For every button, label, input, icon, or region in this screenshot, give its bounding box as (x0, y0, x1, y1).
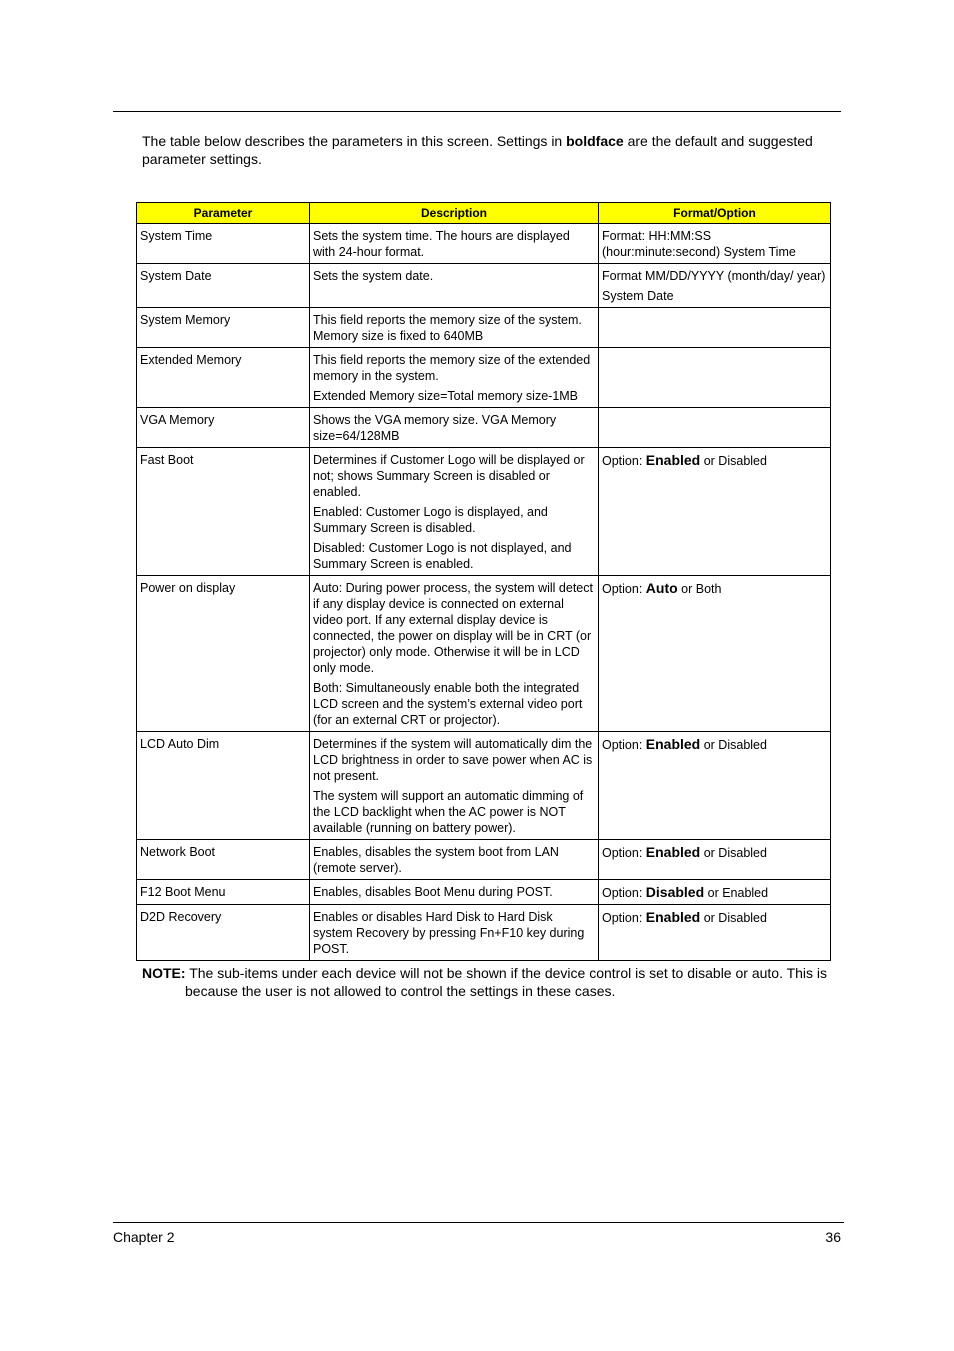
note-paragraph (142, 964, 842, 1000)
description-paragraph: This field reports the memory size of the extended memory in the system. (313, 353, 591, 383)
intro-text-before: The table below describes the parameters in this screen. Settings in (142, 133, 567, 149)
option-prefix: Option: (602, 886, 646, 900)
table-body (137, 224, 831, 961)
note-text: The sub-items under each device will not be shown if the device control is set to disable or auto. This is because the user is not allowed to control the settings in these cases. (185, 965, 828, 999)
description-paragraph: Extended Memory size=Total memory size-1MB (313, 389, 579, 403)
table-row (137, 448, 831, 576)
parameter-table (136, 202, 831, 961)
note-label: NOTE: (142, 965, 186, 981)
cell-description (310, 840, 599, 880)
option-prefix: Option: (602, 454, 646, 468)
option-suffix: or Disabled (700, 738, 767, 752)
footer-chapter: Chapter 2 (113, 1229, 175, 1245)
option-suffix: or Disabled (700, 454, 767, 468)
header-parameter: Parameter (137, 203, 310, 224)
cell-description (310, 448, 599, 576)
option-default: Enabled (645, 736, 701, 752)
description-paragraph: The system will support an automatic dimming of the LCD backlight when the AC power is NOT available (running on battery power). (313, 789, 584, 835)
table-row (137, 348, 831, 408)
description-paragraph: Sets the system time. The hours are displayed with 24-hour format. (313, 229, 570, 259)
table-row (137, 880, 831, 905)
cell-parameter: Power on display (137, 576, 310, 732)
option-default: Enabled (645, 909, 701, 925)
option-default: Enabled (645, 844, 701, 860)
cell-parameter: Extended Memory (137, 348, 310, 408)
cell-parameter: VGA Memory (137, 408, 310, 448)
cell-format-option (599, 840, 831, 880)
option-default: Disabled (645, 884, 705, 900)
description-paragraph: This field reports the memory size of the system. Memory size is fixed to 640MB (313, 313, 582, 343)
cell-description (310, 732, 599, 840)
footer-page-number: 36 (825, 1229, 841, 1245)
option-suffix: or Disabled (700, 911, 767, 925)
cell-parameter: F12 Boot Menu (137, 880, 310, 905)
option-suffix: or Both (677, 582, 722, 596)
table-row (137, 840, 831, 880)
footer-rule (113, 1222, 844, 1223)
format-line: System Date (602, 289, 674, 303)
option-prefix: Option: (602, 846, 646, 860)
option-prefix: Option: (602, 911, 646, 925)
option-suffix: or Disabled (700, 846, 767, 860)
cell-parameter: Network Boot (137, 840, 310, 880)
option-suffix: or Enabled (704, 886, 769, 900)
cell-description (310, 408, 599, 448)
cell-parameter: D2D Recovery (137, 905, 310, 961)
description-paragraph: Sets the system date. (313, 269, 434, 283)
option-prefix: Option: (602, 582, 646, 596)
header-rule (113, 111, 841, 112)
table-row (137, 732, 831, 840)
description-paragraph: Determines if the system will automatically dim the LCD brightness in order to save power when AC is not present. (313, 737, 593, 783)
table-row (137, 224, 831, 264)
table-row (137, 308, 831, 348)
cell-format-option (599, 448, 831, 576)
table-row (137, 576, 831, 732)
cell-format-option (599, 880, 831, 905)
intro-bold-word: boldface (566, 133, 624, 149)
description-paragraph: Enables, disables the system boot from LAN (remote server). (313, 845, 559, 875)
cell-format-option (599, 308, 831, 348)
cell-format-option (599, 408, 831, 448)
cell-description (310, 264, 599, 308)
cell-parameter: System Memory (137, 308, 310, 348)
cell-description (310, 880, 599, 905)
format-line: Format MM/DD/YYYY (month/day/ year) (602, 269, 826, 283)
description-paragraph: Shows the VGA memory size. VGA Memory size=64/128MB (313, 413, 557, 443)
description-paragraph: Enabled: Customer Logo is displayed, and Summary Screen is disabled. (313, 505, 548, 535)
description-paragraph: Auto: During power process, the system will detect if any display device is connected on external video port. If any external display device is connected, the power on display will be in CRT (or projector) only mode. Otherwise it will be in LCD only mode. (313, 581, 593, 675)
cell-format-option (599, 224, 831, 264)
format-line: Format: HH:MM:SS (hour:minute:second) System Time (602, 229, 796, 259)
cell-description (310, 224, 599, 264)
cell-description (310, 348, 599, 408)
table-header-row (137, 203, 831, 224)
description-paragraph: Enables, disables Boot Menu during POST. (313, 885, 553, 899)
header-description: Description (310, 203, 599, 224)
description-paragraph: Disabled: Customer Logo is not displayed, and Summary Screen is enabled. (313, 541, 572, 571)
option-default: Auto (645, 580, 678, 596)
description-paragraph: Determines if Customer Logo will be displayed or not; shows Summary Screen is disabled or enabled. (313, 453, 585, 499)
cell-parameter: System Time (137, 224, 310, 264)
table-row (137, 905, 831, 961)
intro-text-after: are the default and suggested parameter settings. (142, 133, 813, 167)
cell-description (310, 576, 599, 732)
option-default: Enabled (645, 452, 701, 468)
cell-description (310, 905, 599, 961)
cell-format-option (599, 905, 831, 961)
cell-format-option (599, 264, 831, 308)
cell-parameter: Fast Boot (137, 448, 310, 576)
cell-description (310, 308, 599, 348)
cell-parameter: LCD Auto Dim (137, 732, 310, 840)
header-format-option: Format/Option (599, 203, 831, 224)
table-row (137, 264, 831, 308)
option-prefix: Option: (602, 738, 646, 752)
description-paragraph: Enables or disables Hard Disk to Hard Disk system Recovery by pressing Fn+F10 key during POST. (313, 910, 585, 956)
cell-format-option (599, 348, 831, 408)
intro-paragraph (142, 132, 842, 168)
description-paragraph: Both: Simultaneously enable both the integrated LCD screen and the system’s external video port (for an external CRT or projector). (313, 681, 583, 727)
cell-parameter: System Date (137, 264, 310, 308)
cell-format-option (599, 576, 831, 732)
cell-format-option (599, 732, 831, 840)
table-row (137, 408, 831, 448)
